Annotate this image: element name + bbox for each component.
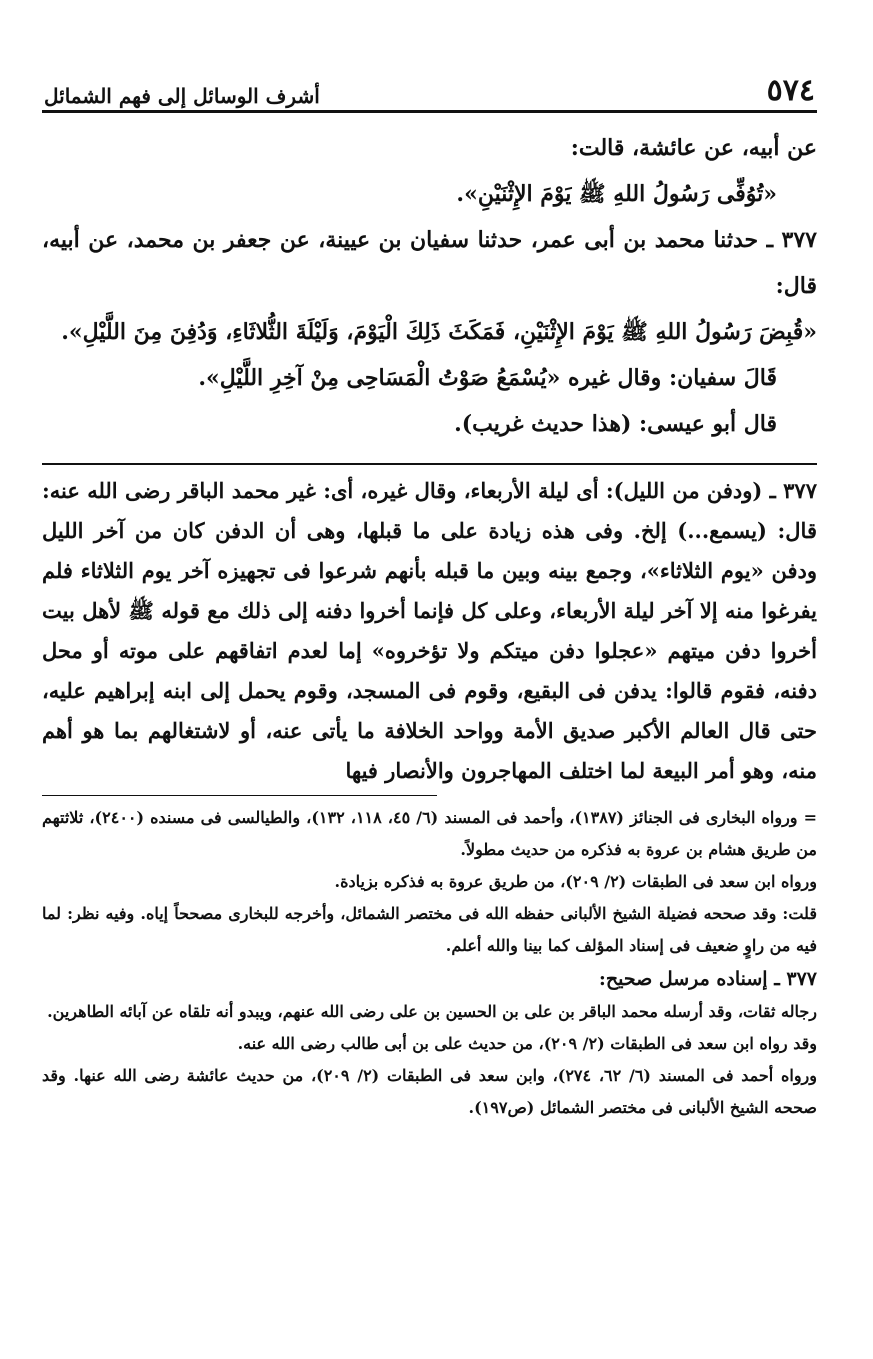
hadith-grading: قال أبو عيسى: (هذا حديث غريب). [454,411,777,437]
commentary-paragraph: ٣٧٧ ـ (ودفن من الليل): أى ليلة الأربعاء، وقال غيره، أى: غير محمد الباقر رضى الله عنه: قال: (يسمع...) إلخ. وفى هذه زيادة على ما قبلها، وهى أن الدفن كان من آخر الليل ودفن «يوم الثلاثاء»، وجمع بينه وبين ما قبله بأنهم شرعوا فى تجهيزه آخر يوم الثلاثاء فلم يفرغوا منه إلا آخر ليلة الأربعاء، وعلى كل فإنما أخروا دفنه إلى ذلك مع قوله ﷺ لأهل بيت أخروا دفن ميتهم «عجلوا دفن ميتكم ولا تؤخروه» إما لعدم اتفاقهم على موته أو محل دفنه، فقوم قالوا: يدفن فى البقيع، وقوم فى المسجد، وقوم يحمل إلى ابنه إبراهيم عليه، حتى قال العالم الأكبر صديق الأمة وواحد الخلافة ما يأتى عنه، أو لاشتغالهم بما هو أهم منه، وهو أمر البيعة لما اختلف المهاجرون والأنصار فيها [42,478,817,783]
page-header [42,62,817,113]
hadith-quote: «تُوُفِّى رَسُولُ اللهِ ﷺ يَوْمَ الإِثْنَيْنِ». [456,181,777,207]
hadith-text [42,125,817,447]
footnote-line: وقد رواه ابن سعد فى الطبقات (٢/ ٢٠٩)، من حديث على بن أبى طالب رضى الله عنه. [237,1034,817,1053]
footnote-line: رجاله ثقات، وقد أرسله محمد الباقر بن على بن الحسين بن على رضى الله عنهم، ويبدو أنه تلقاه عن آبائه الطاهرين. [47,1002,817,1021]
footnote-line: = ورواه البخارى فى الجنائز (١٣٨٧)، وأحمد فى المسند (٦/ ٤٥، ١١٨، ١٣٢)، والطيالسى فى مسنده (٢٤٠٠)، ثلاثتهم من طريق هشام بن عروة به فذكره من حديث مطولاً. [42,808,818,859]
book-page [42,62,817,1124]
page-number: ٥٧٤ [766,73,815,108]
footnote-line: ورواه ابن سعد فى الطبقات (٢/ ٢٠٩)، من طريق عروة به فذكره بزيادة. [334,872,817,891]
hadith-note: قَالَ سفيان: وقال غيره «يُسْمَعُ صَوْتُ الْمَسَاحِى مِنْ آخِرِ اللَّيْلِ». [198,365,777,391]
hadith-chain: ٣٧٧ ـ حدثنا محمد بن أبى عمر، حدثنا سفيان بن عيينة، عن جعفر بن محمد، عن أبيه، قال: [42,227,817,299]
footnote-line: قلت: وقد صححه فضيلة الشيخ الألبانى حفظه الله فى مختصر الشمائل، وأخرجه للبخارى مصححاً إياه. وفيه نظر: لما فيه من راوٍ ضعيف فى إسناد المؤلف كما بينا والله أعلم. [42,904,817,955]
footnote-line: ورواه أحمد فى المسند (٦/ ٦٢، ٢٧٤)، وابن سعد فى الطبقات (٢/ ٢٠٩)، من حديث عائشة رضى الله عنها. وقد صححه الشيخ الألبانى فى مختصر الشمائل (ص١٩٧). [42,1066,818,1117]
section-divider [42,463,817,465]
hadith-quote: «قُبِضَ رَسُولُ اللهِ ﷺ يَوْمَ الإِثْنَيْنِ، فَمَكَثَ ذَلِكَ الْيَوْمَ، وَلَيْلَةَ الثُّلاثَاءِ، وَدُفِنَ مِنَ اللَّيْلِ». [61,319,817,345]
footnote-divider [42,795,437,796]
footnote-heading: ٣٧٧ ـ إسناده مرسل صحيح: [598,968,817,990]
footnotes [42,802,817,1124]
hadith-line: عن أبيه، عن عائشة، قالت: [570,135,817,161]
book-title: أشرف الوسائل إلى فهم الشمائل [44,84,320,108]
